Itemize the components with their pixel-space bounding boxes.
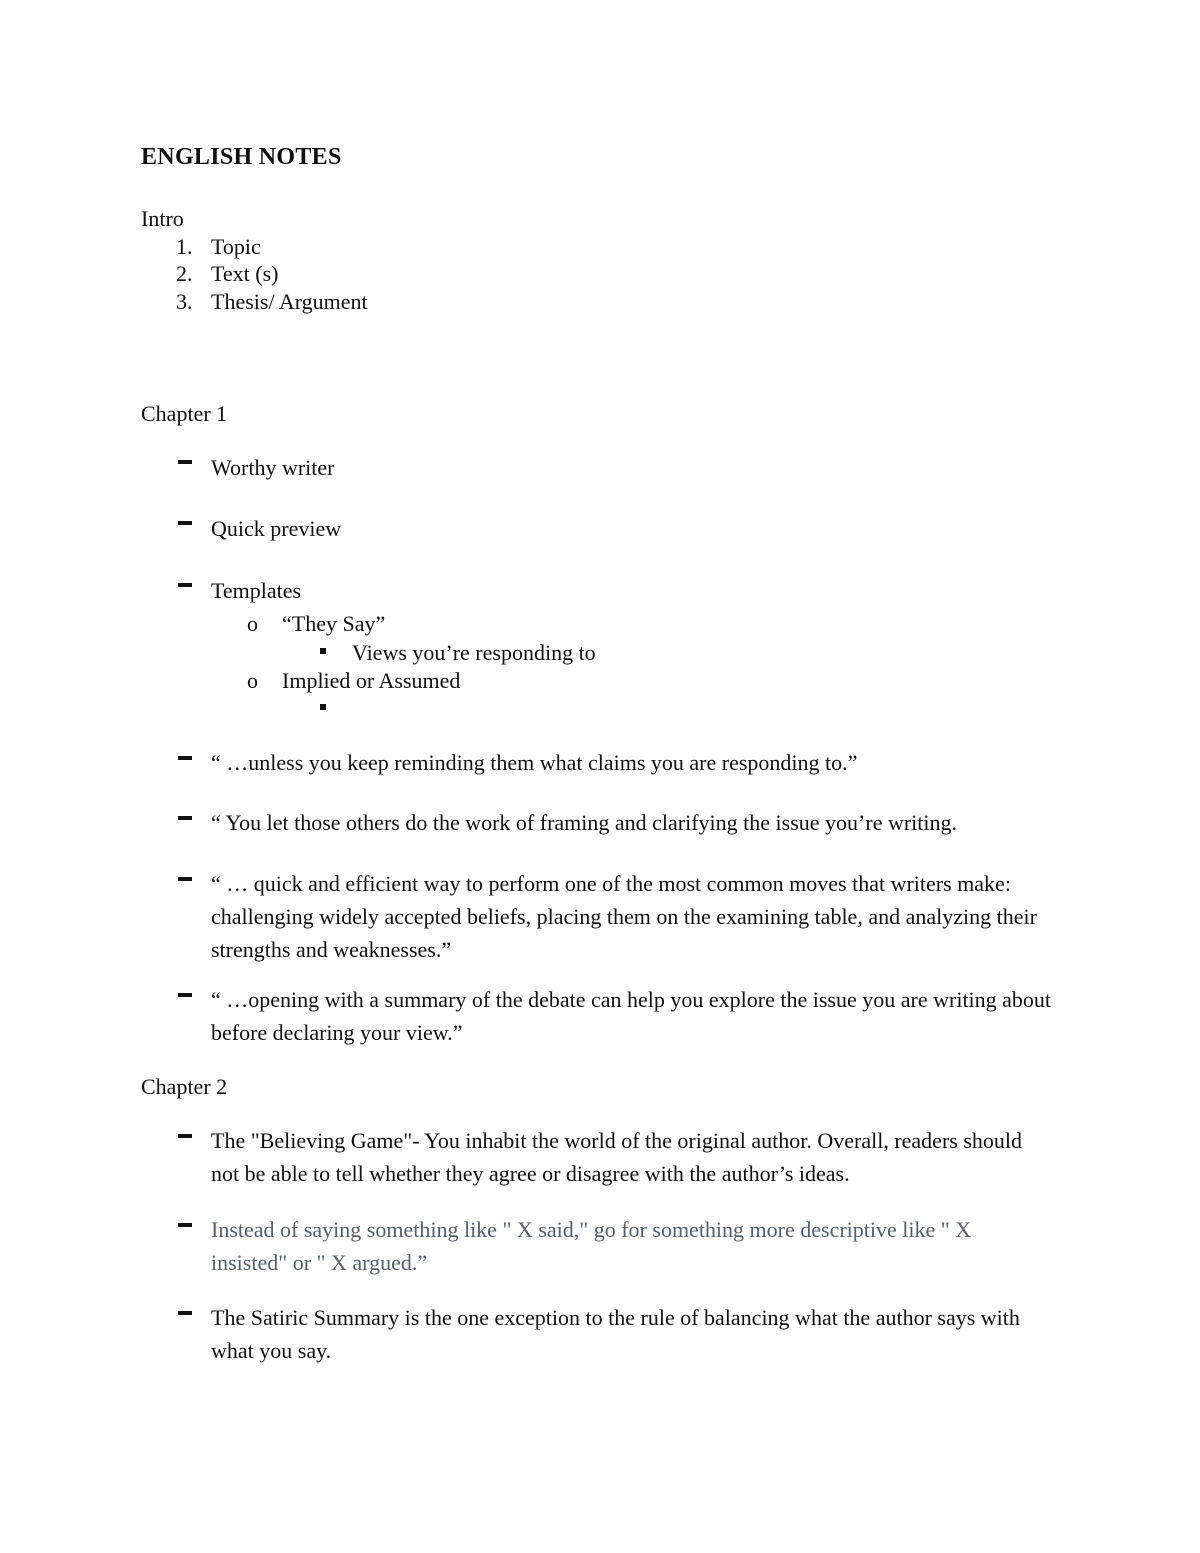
quote-item: “ You let those others do the work of framing and clarifying the issue you’re writing. bbox=[211, 810, 958, 835]
chapter-2-heading: Chapter 2 bbox=[141, 1074, 228, 1099]
dash-bullet-icon bbox=[178, 1134, 192, 1138]
quote-item: “ …unless you keep reminding them what claims you are responding to.” bbox=[211, 750, 858, 775]
list-item: Text (s) bbox=[211, 261, 279, 286]
sub-sub-list-item: Views you’re responding to bbox=[352, 640, 596, 665]
list-marker: 1. bbox=[176, 234, 193, 259]
dash-bullet-icon bbox=[178, 993, 192, 997]
dash-bullet-icon bbox=[178, 1223, 192, 1227]
list-item: Thesis/ Argument bbox=[211, 289, 368, 314]
list-marker: 2. bbox=[176, 261, 193, 286]
list-item: The "Believing Game"- You inhabit the world of the original author. Overall, readers should not be able to tell whether they agree or disagree with the author’s ideas. bbox=[211, 1128, 1023, 1186]
dash-bullet-icon bbox=[178, 521, 192, 525]
quote-item: “ … quick and efficient way to perform one of the most common moves that writers make: challenging widely accepted beliefs, placing them on the examining table, and analyzing their strengths and weaknesses.” bbox=[211, 871, 1037, 962]
quote-item: “ …opening with a summary of the debate can help you explore the issue you are writing about before declaring your view.” bbox=[211, 987, 1052, 1045]
list-item: Quick preview bbox=[211, 516, 342, 541]
intro-heading: Intro bbox=[141, 206, 184, 231]
square-bullet-icon bbox=[320, 704, 326, 710]
list-marker: 3. bbox=[176, 289, 193, 314]
list-item: Templates bbox=[211, 578, 302, 603]
square-bullet-icon bbox=[320, 648, 326, 654]
dash-bullet-icon bbox=[178, 1311, 192, 1315]
list-item: The Satiric Summary is the one exception to the rule of balancing what the author says with what you say. bbox=[211, 1305, 1020, 1363]
circle-bullet-icon: o bbox=[247, 668, 258, 693]
dash-bullet-icon bbox=[178, 756, 192, 760]
list-item: Topic bbox=[211, 234, 261, 259]
list-item: Instead of saying something like " X said," go for something more descriptive like " X insisted" or " X argued.” bbox=[211, 1217, 972, 1275]
circle-bullet-icon: o bbox=[247, 611, 258, 636]
sub-list-item: “They Say” bbox=[282, 611, 386, 636]
dash-bullet-icon bbox=[178, 583, 192, 587]
dash-bullet-icon bbox=[178, 460, 192, 464]
sub-list-item: Implied or Assumed bbox=[282, 668, 461, 693]
list-item: Worthy writer bbox=[211, 455, 335, 480]
dash-bullet-icon bbox=[178, 877, 192, 881]
chapter-1-heading: Chapter 1 bbox=[141, 401, 228, 426]
document-title: ENGLISH NOTES bbox=[141, 144, 342, 170]
dash-bullet-icon bbox=[178, 816, 192, 820]
